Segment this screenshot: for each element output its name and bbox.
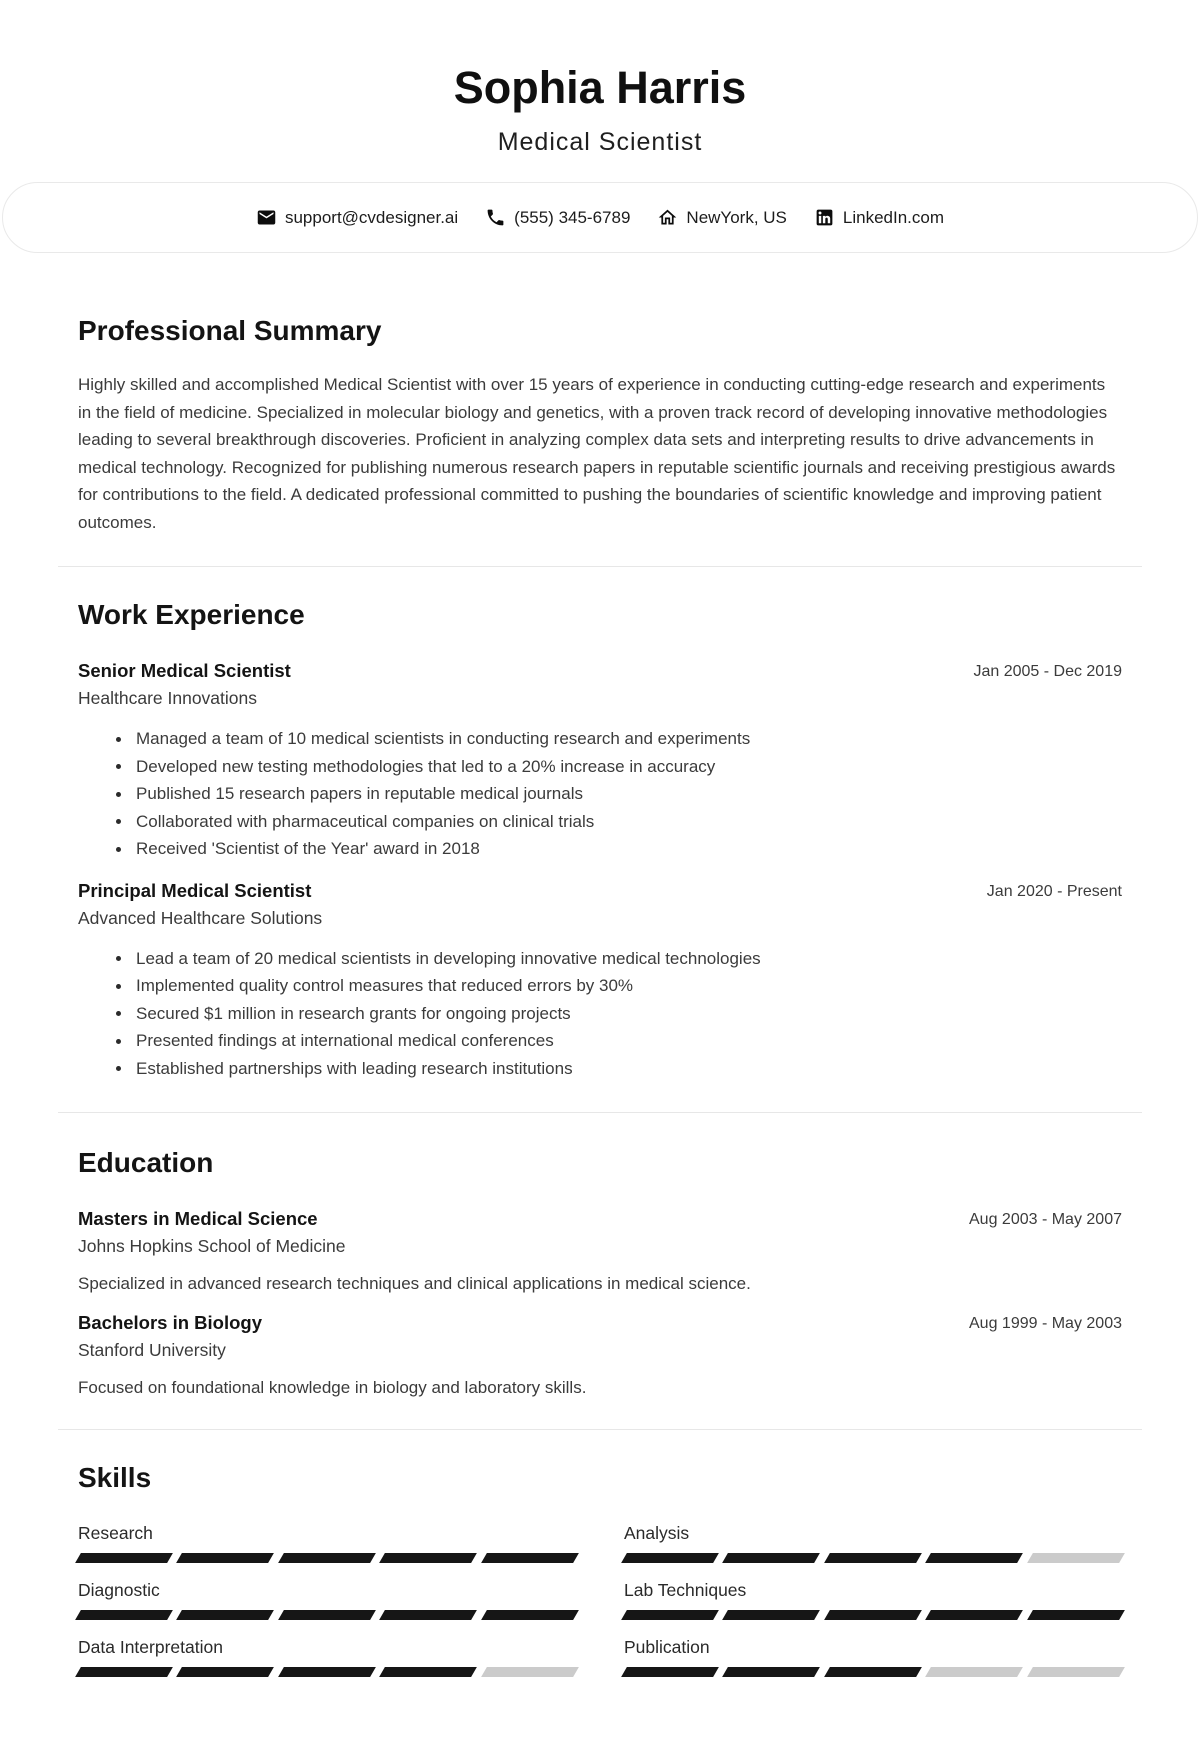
skill-bar-segment-filled (379, 1667, 477, 1677)
job-bullet: Presented findings at international medical conferences (78, 1027, 1122, 1055)
skill-bar-segment-filled (824, 1667, 922, 1677)
education-entry (78, 1207, 1122, 1295)
skill-bar-segment-filled (177, 1553, 275, 1563)
job-bullet: Implemented quality control measures that reduced errors by 30% (78, 972, 1122, 1000)
skill-label: Data Interpretation (78, 1637, 223, 1657)
job-dates: Jan 2020 - Present (986, 882, 1122, 900)
job-entry (78, 659, 1122, 863)
skills-grid (78, 1506, 1122, 1677)
skill-label: Lab Techniques (624, 1580, 747, 1600)
envelope-icon (256, 207, 277, 228)
degree-school: Stanford University (78, 1340, 226, 1360)
skill-bar-segment-filled (723, 1667, 821, 1677)
section-divider (58, 1112, 1142, 1113)
experience-section-heading: Work Experience (78, 599, 305, 630)
contact-email-text: support@cvdesigner.ai (284, 207, 459, 227)
skill-bar-segment-filled (75, 1610, 173, 1620)
skill-bar-segment-filled (379, 1553, 477, 1563)
skills-column-left (78, 1506, 576, 1677)
skill-label: Diagnostic (78, 1580, 160, 1600)
education-entry-header (78, 1311, 1122, 1335)
skill-item (624, 1522, 1122, 1563)
job-bullet: Established partnerships with leading research institutions (78, 1055, 1122, 1083)
skill-bar-segment-filled (278, 1667, 376, 1677)
skill-label: Research (78, 1523, 153, 1543)
skill-bar-segment-empty (1027, 1667, 1125, 1677)
contact-location-text: NewYork, US (686, 207, 787, 227)
contact-location (657, 207, 786, 228)
skill-bar-segment-filled (75, 1553, 173, 1563)
skill-bar-segment-filled (621, 1610, 719, 1620)
skill-bar-segment-filled (925, 1553, 1023, 1563)
job-title: Principal Medical Scientist (78, 879, 312, 901)
job-bullet-list (78, 945, 1122, 1083)
job-entry (78, 879, 1122, 1083)
skill-item (624, 1579, 1122, 1620)
degree-dates: Aug 1999 - May 2003 (969, 1315, 1122, 1332)
degree-title: Bachelors in Biology (78, 1312, 263, 1333)
skill-label: Publication (624, 1637, 710, 1657)
degree-title: Masters in Medical Science (78, 1208, 318, 1229)
skill-bar-segment-filled (621, 1667, 719, 1677)
skill-bar (78, 1553, 576, 1563)
person-job-title: Medical Scientist (497, 128, 703, 156)
job-bullet: Published 15 research papers in reputable medical journals (78, 780, 1122, 808)
skill-bar (624, 1610, 1122, 1620)
degree-dates: Aug 2003 - May 2007 (969, 1211, 1122, 1228)
job-bullet: Collaborated with pharmaceutical companies on clinical trials (78, 808, 1122, 836)
job-bullet: Lead a team of 20 medical scientists in developing innovative medical technologies (78, 945, 1122, 973)
job-company: Healthcare Innovations (78, 688, 257, 708)
skill-bar-segment-filled (723, 1610, 821, 1620)
resume-page (0, 60, 1200, 1744)
skill-bar-segment-filled (481, 1610, 579, 1620)
degree-description: Specialized in advanced research techniques and clinical applications in medical science. (78, 1274, 751, 1293)
skill-bar (624, 1667, 1122, 1677)
person-name: Sophia Harris (453, 62, 747, 113)
contact-email (256, 207, 458, 228)
skill-bar-segment-filled (75, 1667, 173, 1677)
section-divider (58, 566, 1142, 567)
skill-bar-segment-filled (824, 1610, 922, 1620)
summary-paragraph: Highly skilled and accomplished Medical Scientist with over 15 years of experience in conducting cutting-edge research and experiments in the field of medicine. Specialized in molecular biology and genetics, with a proven track record of developing innovative methodologies leading to several breakthrough discoveries. Proficient in analyzing complex data sets and interpreting results to drive advancements in medical technology. Recognized for publishing numerous research papers in reputable scientific journals and receiving prestigious awards for contributions to the field. A dedicated professional committed to pushing the boundaries of scientific knowledge and improving patient outcomes. (78, 375, 1116, 532)
skill-bar-segment-filled (723, 1553, 821, 1563)
job-bullet: Managed a team of 10 medical scientists in conducting research and experiments (78, 725, 1122, 753)
skill-item (78, 1636, 576, 1677)
skill-bar-segment-empty (925, 1667, 1023, 1677)
skill-bar-segment-filled (278, 1610, 376, 1620)
resume-body (0, 313, 1200, 1677)
education-entry (78, 1311, 1122, 1399)
skills-column-right (624, 1506, 1122, 1677)
job-bullet: Developed new testing methodologies that led to a 20% increase in accuracy (78, 753, 1122, 781)
education-entry-header (78, 1207, 1122, 1231)
contact-phone-text: (555) 345-6789 (514, 207, 631, 227)
skill-bar-segment-filled (925, 1610, 1023, 1620)
job-company: Advanced Healthcare Solutions (78, 907, 323, 928)
job-bullet-list (78, 725, 1122, 863)
contact-bar (2, 182, 1198, 253)
contact-linkedin (814, 207, 944, 228)
skill-bar-segment-empty (1027, 1553, 1125, 1563)
skill-item (624, 1636, 1122, 1677)
job-bullet: Secured $1 million in research grants for ongoing projects (78, 1000, 1122, 1028)
skill-bar-segment-filled (278, 1553, 376, 1563)
skills-section-heading: Skills (78, 1462, 152, 1493)
contact-phone (485, 207, 630, 228)
education-section-heading: Education (78, 1147, 214, 1178)
skill-bar-segment-filled (177, 1610, 275, 1620)
skill-label: Analysis (624, 1523, 690, 1543)
degree-school: Johns Hopkins School of Medicine (78, 1236, 346, 1256)
skill-bar-segment-filled (1027, 1610, 1125, 1620)
skill-bar (78, 1667, 576, 1677)
skill-item (78, 1579, 576, 1620)
job-entry-header (78, 659, 1122, 683)
linkedin-icon (814, 207, 835, 228)
skill-bar (78, 1610, 576, 1620)
skill-item (78, 1522, 576, 1563)
skill-bar-segment-filled (481, 1553, 579, 1563)
section-divider (58, 1429, 1142, 1430)
home-icon (657, 207, 678, 228)
skill-bar-segment-empty (481, 1667, 579, 1677)
summary-section-heading: Professional Summary (78, 315, 382, 346)
skill-bar (624, 1553, 1122, 1563)
skill-bar-segment-filled (379, 1610, 477, 1620)
skill-bar-segment-filled (177, 1667, 275, 1677)
job-dates: Jan 2005 - Dec 2019 (973, 663, 1122, 680)
phone-icon (485, 207, 506, 228)
job-title: Senior Medical Scientist (78, 660, 291, 681)
job-bullet: Received 'Scientist of the Year' award in 2018 (78, 835, 1122, 863)
degree-description: Focused on foundational knowledge in biology and laboratory skills. (78, 1378, 587, 1397)
skill-bar-segment-filled (824, 1553, 922, 1563)
skill-bar-segment-filled (621, 1553, 719, 1563)
job-entry-header (78, 879, 1122, 903)
contact-linkedin-text: LinkedIn.com (842, 207, 945, 227)
